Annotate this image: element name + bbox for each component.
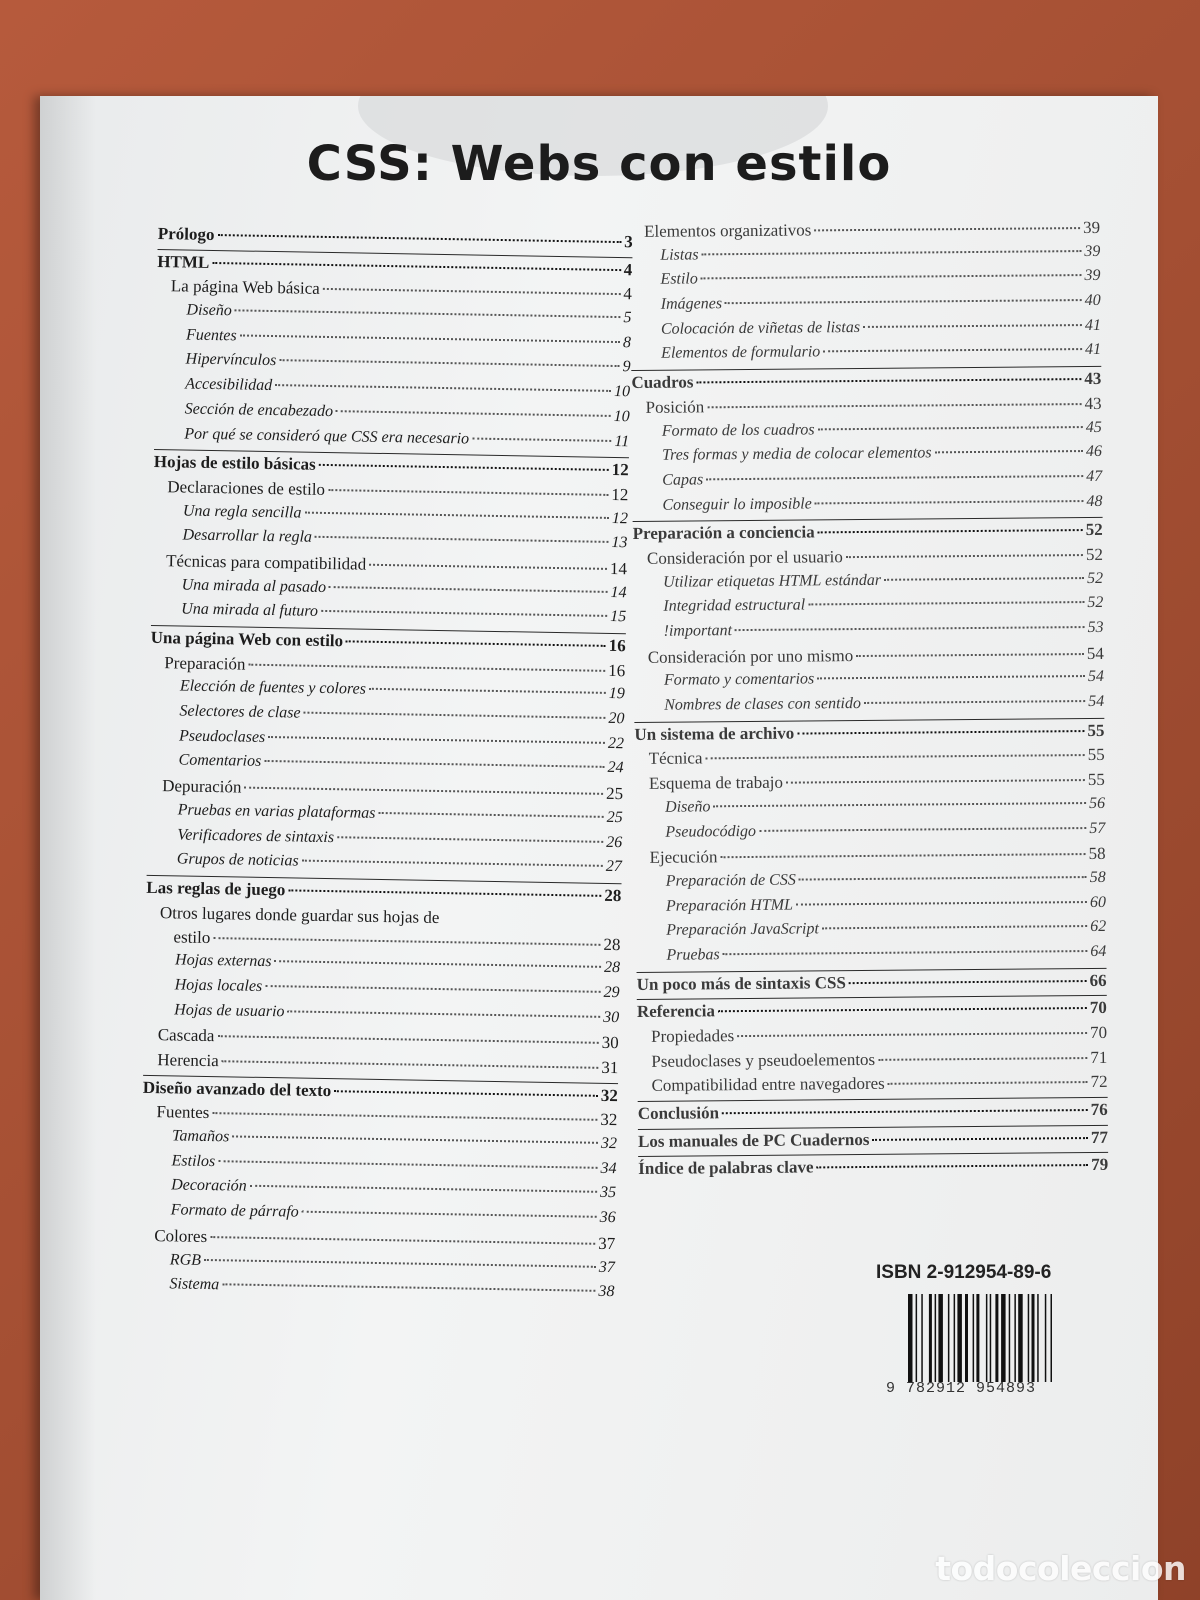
leader-dots — [302, 860, 603, 867]
leader-dots — [759, 827, 1086, 832]
toc-page-number: 30 — [601, 1033, 619, 1053]
toc-entry-title: Consideración por uno mismo — [647, 645, 854, 667]
leader-dots — [248, 663, 605, 671]
toc-entry-title: Colores — [154, 1225, 208, 1246]
toc-page-number: 52 — [1085, 544, 1104, 564]
leader-dots — [336, 410, 611, 417]
toc-chapter — [633, 517, 1103, 549]
toc-page-number: 24 — [607, 759, 624, 777]
toc-page-number: 60 — [1089, 893, 1107, 911]
leader-dots — [275, 384, 611, 392]
toc-entry-title: estilo — [173, 926, 211, 947]
toc-entry-title: Capas — [662, 471, 704, 489]
leader-dots — [328, 489, 608, 496]
toc-page-number: 30 — [603, 1008, 620, 1026]
toc-page-number: 70 — [1089, 998, 1107, 1018]
toc-entry-title: La página Web básica — [170, 276, 320, 299]
toc-page-number: 10 — [613, 383, 631, 401]
leader-dots — [705, 754, 1084, 759]
toc-page-number: 10 — [613, 407, 630, 426]
toc-entry-title: Una mirada al futuro — [181, 600, 319, 621]
leader-dots — [319, 464, 609, 471]
toc-entry-title: Elección de fuentes y colores — [179, 677, 367, 699]
toc-page-number: 39 — [1084, 242, 1101, 260]
leader-dots — [378, 812, 603, 818]
leader-dots — [818, 426, 1083, 430]
leader-dots — [304, 712, 606, 719]
toc-entry-title: Preparación de CSS — [665, 871, 796, 890]
toc-entry-title: RGB — [169, 1250, 202, 1269]
toc-page-number: 37 — [598, 1258, 615, 1276]
leader-dots — [264, 760, 604, 768]
leader-dots — [706, 475, 1083, 480]
toc-page-number: 28 — [603, 934, 621, 954]
leader-dots — [713, 802, 1086, 807]
toc-entry-title: Selectores de clase — [179, 702, 301, 722]
leader-dots — [279, 360, 619, 368]
leader-dots — [302, 1211, 597, 1218]
leader-dots — [204, 1258, 596, 1267]
toc-entry-title: Pruebas — [666, 946, 720, 964]
toc-page-number: 35 — [599, 1184, 617, 1202]
toc-page-number: 25 — [605, 784, 624, 804]
toc-page-number: 41 — [1084, 316, 1101, 334]
toc-page-number: 76 — [1090, 1099, 1108, 1120]
leader-dots — [815, 500, 1084, 504]
toc-page-number: 72 — [1090, 1072, 1108, 1092]
leader-dots — [823, 348, 1082, 352]
toc-page-number: 39 — [1084, 267, 1101, 285]
toc-entry-title: Una mirada al pasado — [181, 576, 327, 596]
toc-entry-title: Pseudoclases — [178, 727, 266, 746]
toc-page-number: 11 — [614, 432, 630, 450]
toc-entry-title: Consideración por el usuario — [646, 547, 843, 568]
leader-dots — [329, 586, 608, 593]
toc-entry-title: Propiedades — [651, 1026, 735, 1046]
toc-entry-title: Desarrollar la regla — [182, 526, 313, 546]
toc-entry-title: Hojas externas — [174, 951, 272, 971]
toc-page-number: 16 — [608, 635, 626, 656]
toc-entry-title: Accesibilidad — [185, 375, 273, 395]
toc-page-number: 47 — [1086, 467, 1103, 485]
toc-entry-title: Formato y comentarios — [663, 670, 815, 690]
toc-page-number: 4 — [623, 259, 633, 279]
leader-dots — [244, 787, 603, 795]
leader-dots — [315, 536, 609, 543]
toc-entry-title: Hipervínculos — [185, 350, 277, 370]
isbn-label: ISBN 2-912954-89-6 — [876, 1262, 1052, 1283]
toc-entry-title: Un poco más de sintaxis CSS — [636, 972, 846, 994]
leader-dots — [696, 378, 1081, 383]
leader-dots — [218, 1160, 597, 1169]
leader-dots — [217, 234, 621, 243]
leader-dots — [346, 640, 606, 647]
leader-dots — [723, 950, 1088, 955]
leader-dots — [718, 1007, 1087, 1012]
leader-dots — [265, 985, 600, 993]
toc-page-number: 58 — [1088, 844, 1106, 864]
leader-dots — [808, 601, 1084, 605]
leader-dots — [799, 876, 1087, 881]
book-back-cover — [40, 96, 1158, 1600]
leader-dots — [321, 610, 607, 617]
toc-entry-title: Una regla sencilla — [182, 502, 302, 522]
toc-page-number: 4 — [623, 284, 632, 304]
toc-chapter — [637, 995, 1107, 1027]
toc-page-number: 5 — [623, 309, 632, 327]
toc-entry-title: Un sistema de archivo — [634, 723, 795, 744]
leader-dots — [796, 901, 1087, 906]
toc-entry-title: Tamaños — [171, 1127, 230, 1146]
toc-page-number: 25 — [606, 808, 623, 827]
toc-entry-title: Posición — [645, 397, 705, 417]
toc-entry-title: Formato de los cuadros — [661, 420, 815, 440]
toc-page-number: 29 — [603, 983, 620, 1002]
toc-page-number: 52 — [1087, 569, 1104, 587]
leader-dots — [878, 1057, 1087, 1061]
leader-dots — [702, 250, 1082, 255]
toc-entry-title: Por qué se consideró que CSS era necesario — [184, 424, 470, 447]
leader-dots — [817, 675, 1085, 679]
toc-entry-title: Tres formas y media de colocar elementos — [661, 444, 932, 464]
leader-dots — [369, 564, 607, 570]
leader-dots — [722, 1109, 1088, 1114]
toc-page-number: 15 — [610, 608, 627, 626]
toc-page-number: 62 — [1090, 918, 1107, 936]
leader-dots — [240, 334, 620, 343]
leader-dots — [797, 730, 1084, 735]
leader-dots — [304, 511, 608, 518]
leader-dots — [818, 529, 1083, 533]
toc-entry-title: Pseudoclases y pseudoelementos — [651, 1049, 876, 1071]
toc-page-number: 52 — [1087, 594, 1104, 612]
toc-page-number: 71 — [1090, 1047, 1108, 1067]
toc-page-number: 45 — [1085, 418, 1102, 436]
toc-page-number: 28 — [603, 959, 621, 977]
toc-entry-title: Diseño avanzado del texto — [142, 1077, 332, 1100]
toc-page-number: 37 — [598, 1233, 616, 1253]
leader-dots — [217, 1035, 598, 1044]
toc-entry-title: Diseño — [186, 301, 232, 320]
toc-page-number: 19 — [608, 685, 625, 703]
leader-dots — [369, 688, 606, 694]
leader-dots — [884, 577, 1084, 581]
toc-page-number: 57 — [1089, 819, 1106, 837]
toc-page-number: 55 — [1087, 745, 1105, 765]
toc-page-number: 46 — [1085, 443, 1103, 461]
leader-dots — [707, 403, 1081, 408]
toc-entry-title: Integridad estructural — [663, 596, 806, 616]
toc-entry-title: Prólogo — [157, 223, 215, 244]
toc-page-number: 32 — [600, 1134, 618, 1153]
toc-entry-title: Estilos — [171, 1152, 216, 1170]
toc-page-number: 27 — [605, 858, 622, 876]
leader-dots — [846, 554, 1083, 558]
leader-dots — [935, 450, 1083, 453]
toc-entry-title: Declaraciones de estilo — [167, 477, 326, 499]
toc-left-column — [139, 222, 633, 1308]
toc-page-number: 64 — [1090, 942, 1107, 960]
toc-chapter — [638, 1152, 1108, 1184]
toc-entry-title: Ejecución — [649, 847, 718, 868]
toc-entry-title: Depuración — [161, 776, 242, 797]
leader-dots — [814, 227, 1080, 231]
leader-dots — [822, 925, 1087, 929]
toc-page-number: 58 — [1089, 868, 1106, 886]
watermark: todocoleccion — [935, 1549, 1186, 1588]
leader-dots — [235, 309, 621, 318]
toc-entry-title: Hojas de estilo básicas — [153, 452, 316, 474]
leader-dots — [212, 262, 621, 271]
barcode-icon — [906, 1294, 1092, 1382]
leader-dots — [849, 980, 1087, 984]
toc-entry-title: Grupos de noticias — [176, 850, 299, 870]
toc-page-number: 56 — [1089, 794, 1106, 812]
toc-entry-title: Preparación JavaScript — [666, 920, 819, 939]
toc-page-number: 12 — [611, 509, 629, 527]
toc-page-number: 38 — [598, 1283, 615, 1301]
toc-page-number: 54 — [1088, 692, 1105, 711]
toc-page-number: 32 — [600, 1085, 618, 1105]
toc-entry-title: Diseño — [665, 798, 711, 816]
toc-entry-title: Imágenes — [660, 295, 723, 313]
toc-page-number: 36 — [599, 1208, 616, 1227]
toc-entry-title: Hojas locales — [174, 976, 263, 995]
toc-page-number: 55 — [1087, 720, 1105, 740]
leader-dots — [737, 1032, 1087, 1037]
barcode-digits: 9 782912 954893 — [886, 1380, 1037, 1397]
toc-entry-title: Estilo — [660, 270, 698, 289]
toc-page-number: 54 — [1086, 643, 1104, 663]
toc-entry-title: Otros lugares donde guardar sus hojas de — [159, 902, 440, 927]
toc-page-number: 22 — [607, 734, 625, 752]
toc-entry-title: Técnica — [648, 748, 703, 769]
page-shadow — [40, 96, 96, 1600]
leader-dots — [288, 889, 601, 896]
toc-entry-title: Pseudocódigo — [665, 822, 757, 841]
toc-page-number: 40 — [1084, 291, 1101, 310]
toc-entry-title: Una página Web con estilo — [150, 627, 344, 651]
toc-entry-title: Compatibilidad entre navegadores — [651, 1074, 885, 1096]
toc-entry-title: HTML — [157, 251, 210, 272]
toc-entry-title: Preparación a conciencia — [632, 522, 815, 544]
toc-page-number: 12 — [611, 484, 629, 505]
toc-entry-title: Nombres de clases con sentido — [664, 695, 862, 714]
toc-page-number: 26 — [606, 833, 623, 851]
toc-entry-title: Técnicas para compatibilidad — [165, 551, 367, 574]
toc-entry-title: Sección de encabezado — [184, 400, 334, 420]
leader-dots — [786, 779, 1085, 784]
toc-entry-title: !important — [663, 622, 733, 640]
toc-entry-title: Formato de párrafo — [170, 1201, 299, 1221]
toc-page-number: 14 — [609, 558, 628, 579]
book-title: CSS: Webs con estilo — [306, 136, 892, 192]
toc-page-number: 31 — [601, 1057, 619, 1078]
toc-page-number: 12 — [611, 460, 629, 480]
leader-dots — [337, 836, 603, 843]
toc-page-number: 13 — [611, 534, 628, 552]
toc-entry-title: Elementos organizativos — [643, 220, 812, 241]
leader-dots — [863, 324, 1082, 328]
leader-dots — [232, 1135, 598, 1143]
toc-entry-title: Preparación HTML — [665, 896, 794, 915]
leader-dots — [472, 437, 611, 441]
toc-chapter — [638, 1125, 1108, 1157]
toc-entry-title: Pruebas en varias plataformas — [177, 801, 376, 822]
leader-dots — [250, 1185, 597, 1193]
toc-entry-title: Cascada — [157, 1025, 215, 1046]
toc-page-number: 8 — [622, 333, 632, 352]
toc-entry-title: Fuentes — [156, 1102, 210, 1123]
toc-page-number: 70 — [1090, 1022, 1108, 1043]
toc-entry-title: Preparación — [164, 652, 246, 674]
leader-dots — [721, 853, 1086, 858]
leader-dots — [872, 1137, 1088, 1141]
toc-page-number: 77 — [1090, 1127, 1109, 1147]
toc-chapter — [638, 1097, 1108, 1129]
toc-page-number: 66 — [1089, 970, 1107, 990]
toc-page-number: 28 — [604, 885, 622, 906]
leader-dots — [725, 299, 1082, 304]
toc-page-number: 20 — [608, 710, 625, 728]
toc-chapter — [634, 718, 1104, 750]
toc-entry-title: Herencia — [157, 1050, 219, 1071]
toc-page-number: 48 — [1086, 492, 1103, 510]
toc-page-number: 79 — [1091, 1155, 1109, 1175]
toc-right-column — [630, 218, 1108, 1184]
toc-page-number: 55 — [1087, 770, 1105, 790]
toc-entry-title: Conclusión — [637, 1103, 720, 1124]
leader-dots — [268, 736, 605, 744]
leader-dots — [275, 960, 602, 968]
leader-dots — [856, 653, 1084, 657]
toc-page-number: 14 — [610, 583, 627, 601]
leader-dots — [210, 1236, 595, 1245]
leader-dots — [287, 1010, 600, 1017]
leader-dots — [212, 1112, 597, 1121]
toc-page-number: 9 — [622, 358, 631, 376]
toc-page-number: 43 — [1084, 369, 1102, 389]
leader-dots — [334, 1090, 598, 1097]
leader-dots — [888, 1081, 1088, 1085]
toc-page-number: 3 — [624, 232, 633, 252]
leader-dots — [222, 1060, 599, 1069]
toc-page-number: 41 — [1085, 341, 1102, 359]
toc-entry-title: Referencia — [636, 1001, 716, 1022]
toc-entry-title: Las reglas de juego — [146, 877, 286, 900]
toc-chapter — [631, 366, 1101, 398]
toc-page-number: 32 — [600, 1110, 618, 1130]
leader-dots — [701, 274, 1082, 279]
toc-page-number: 54 — [1087, 668, 1105, 686]
toc-entry-title: Comentarios — [178, 751, 262, 771]
toc-chapter — [637, 967, 1107, 999]
leader-dots — [222, 1283, 595, 1292]
toc-entry-title: Listas — [660, 246, 699, 264]
toc-entry-title: Fuentes — [185, 326, 237, 345]
toc-entry-title: Conseguir lo imposible — [662, 494, 812, 514]
toc-page-number: 52 — [1085, 520, 1103, 540]
leader-dots — [323, 288, 621, 295]
toc-entry-title: Verificadores de sintaxis — [177, 825, 335, 846]
leader-dots — [816, 1164, 1088, 1168]
toc-entry-title: Esquema de trabajo — [648, 772, 784, 793]
leader-dots — [213, 937, 600, 946]
toc-entry-title: Índice de palabras clave — [638, 1157, 814, 1179]
toc-entry-title: Elementos de formulario — [661, 343, 821, 363]
toc-page-number: 16 — [608, 660, 626, 680]
leader-dots — [864, 700, 1085, 704]
toc-page-number: 39 — [1082, 217, 1101, 238]
toc-entry-title: Utilizar etiquetas HTML estándar — [663, 571, 882, 591]
toc-page-number: 34 — [600, 1159, 617, 1177]
toc-page-number: 43 — [1084, 393, 1102, 413]
toc-page-number: 53 — [1087, 618, 1104, 637]
toc-entry-title: Sistema — [169, 1275, 220, 1294]
toc-entry-title: Cuadros — [631, 372, 694, 393]
toc-entry-title: Hojas de usuario — [174, 1001, 285, 1020]
leader-dots — [735, 626, 1085, 631]
toc-entry-title: Los manuales de PC Cuadernos — [637, 1129, 870, 1151]
toc-entry-title: Decoración — [171, 1176, 247, 1196]
toc-entry-title: Colocación de viñetas de listas — [660, 318, 861, 338]
